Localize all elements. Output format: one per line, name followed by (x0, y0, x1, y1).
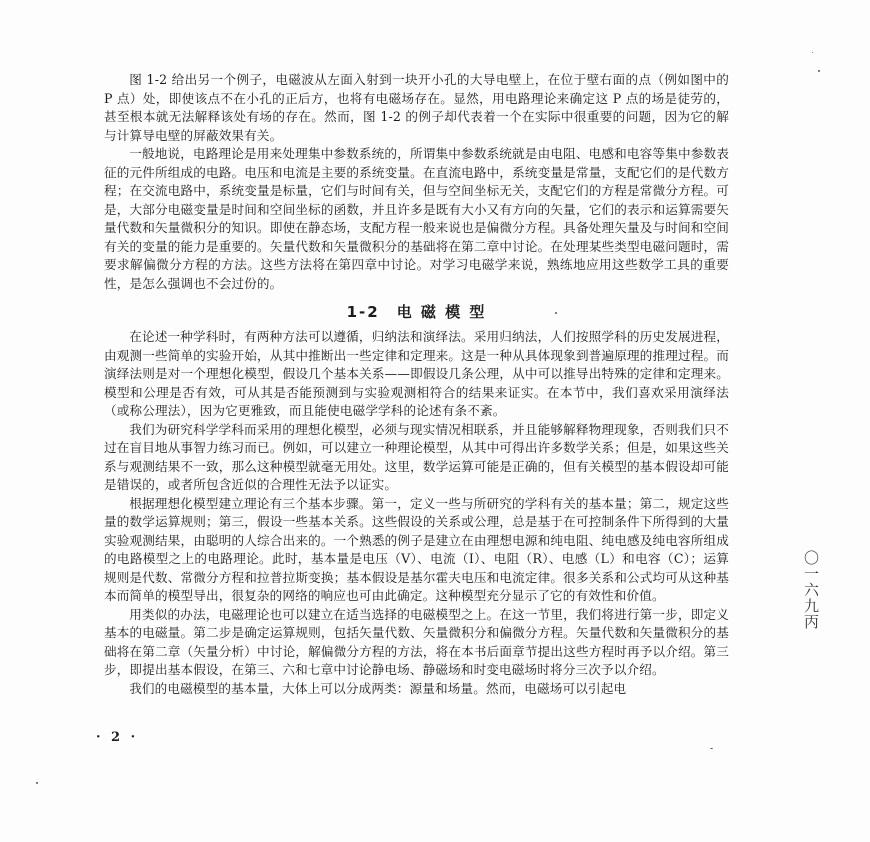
scan-speck (710, 748, 713, 749)
body-text (104, 71, 729, 698)
section-title: 1-2 电 磁 模 型 (346, 303, 487, 321)
scan-speck (555, 312, 557, 314)
paragraph-basic-quantities: 我们的电磁模型的基本量，大体上可以分成两类：源量和场量。然而，电磁场可以引起电 (129, 680, 627, 696)
paragraph-em-theory-steps: 用类似的办法，电磁理论也可以建立在适当选择的电磁模型之上。在这一节里，我们将进行第一步，即定义基本的电磁量。第二步是确定运算规则，包括矢量代数、矢量微积分和偏微分方程。矢量代数和矢量微积分的基础将在第二章（矢量分析）中讨论，解偏微分方程的方法，将在本书后面章节提出这些方程时再予以介绍。第三步，即提出基本假设，在第三、六和七章中讨论静电场、静磁场和时变电磁场时将分三次予以介绍。 (104, 606, 729, 677)
margin-stamp: 〇一六九丙 (802, 550, 820, 630)
scan-speck (36, 782, 38, 784)
page-number: · 2 · (96, 730, 139, 745)
paragraph-fig-1-2-example: 图 1-2 给出另一个例子，电磁波从左面入射到一块开小孔的大导电壁上，在位于壁右面的点（例如图中的 P 点）处，即使该点不在小孔的正后方，也将有电磁场存在。显然，用电路理论来确定这 P 点的场是徒劳的，甚至根本就无法解释该处有场的存在。然而，图 1-2 的例子却代表着一个在实际中很重要的问题，因为它的解与计算导电壁的屏蔽效果有关。 (104, 72, 729, 143)
paragraph-induction-deduction: 在论述一种学科时，有两种方法可以遵循，归纳法和演绎法。采用归纳法，人们按照学科的历史发展进程，由观测一些简单的实验开始，从其中推断出一些定律和定理来。这是一种从具体现象到普遍原理的推理过程。而演绎法则是对一个理想化模型，假设几个基本关系——即假设几条公理，从中可以推导出特殊的定律和定理来。模型和公理是否有效，可从其是否能预测到与实验观测相符合的结果来证实。在本节中，我们喜欢采用演绎法（或称公理法），因为它更雅致，而且能使电磁学学科的论述有条不紊。 (104, 329, 729, 418)
scan-speck (818, 70, 820, 72)
paragraph-circuit-theory: 一般地说，电路理论是用来处理集中参数系统的，所谓集中参数系统就是由电阻、电感和电容等集中参数表征的元件所组成的电路。电压和电流是主要的系统变量。在直流电路中，系统变量是常量，支配它们的是代数方程；在交流电路中，系统变量是标量，它们与时间有关，但与空间坐标无关，支配它们的方程是常微分方程。可是，大部分电磁变量是时间和空间坐标的函数，并且许多是既有大小又有方向的矢量，它们的表示和运算需要矢量代数和矢量微积分的知识。即使在静态场，支配方程一般来说也是偏微分方程。具备处理矢量及与时间和空间有关的变量的能力是重要的。矢量代数和矢量微积分的基础将在第二章中讨论。在处理某些类型电磁问题时，需要求解偏微分方程的方法。这些方法将在第四章中讨论。对学习电磁学来说，熟练地应用这些数学工具的重要性，是怎么强调也不会过份的。 (104, 146, 729, 291)
scan-speck (812, 52, 813, 53)
paragraph-idealized-model: 我们为研究科学学科而采用的理想化模型，必须与现实情况相联系，并且能够解释物理现象，否则我们只不过在盲目地从事智力练习而已。例如，可以建立一种理论模型，从其中可得出许多数学关系；但是，如果这些关系与观测结果不一致，那么这种模型就毫无用处。这里，数学运算可能是正确的，但有关模型的基本假设却可能是错误的，或者所包含近似的合理性无法予以证实。 (104, 421, 729, 492)
paragraph-three-steps: 根据理想化模型建立理论有三个基本步骤。第一，定义一些与所研究的学科有关的基本量；第二，规定这些量的数学运算规则；第三，假设一些基本关系。这些假设的关系或公理，总是基于在可控制条件下所得到的大量实验观测结果，由聪明的人综合出来的。一个熟悉的例子是建立在由理想电源和纯电阻、纯电感及纯电容所组成的电路模型之上的电路理论。此时，基本量是电压（V）、电流（I）、电阻（R）、电感（L）和电容（C）；运算规则是代数、常微分方程和拉普拉斯变换；基本假设是基尔霍夫电压和电流定律。很多关系和公式均可从这种基本而简单的模型导出，很复杂的网络的响应也可由此确定。这种模型充分显示了它的有效性和价值。 (104, 495, 729, 603)
